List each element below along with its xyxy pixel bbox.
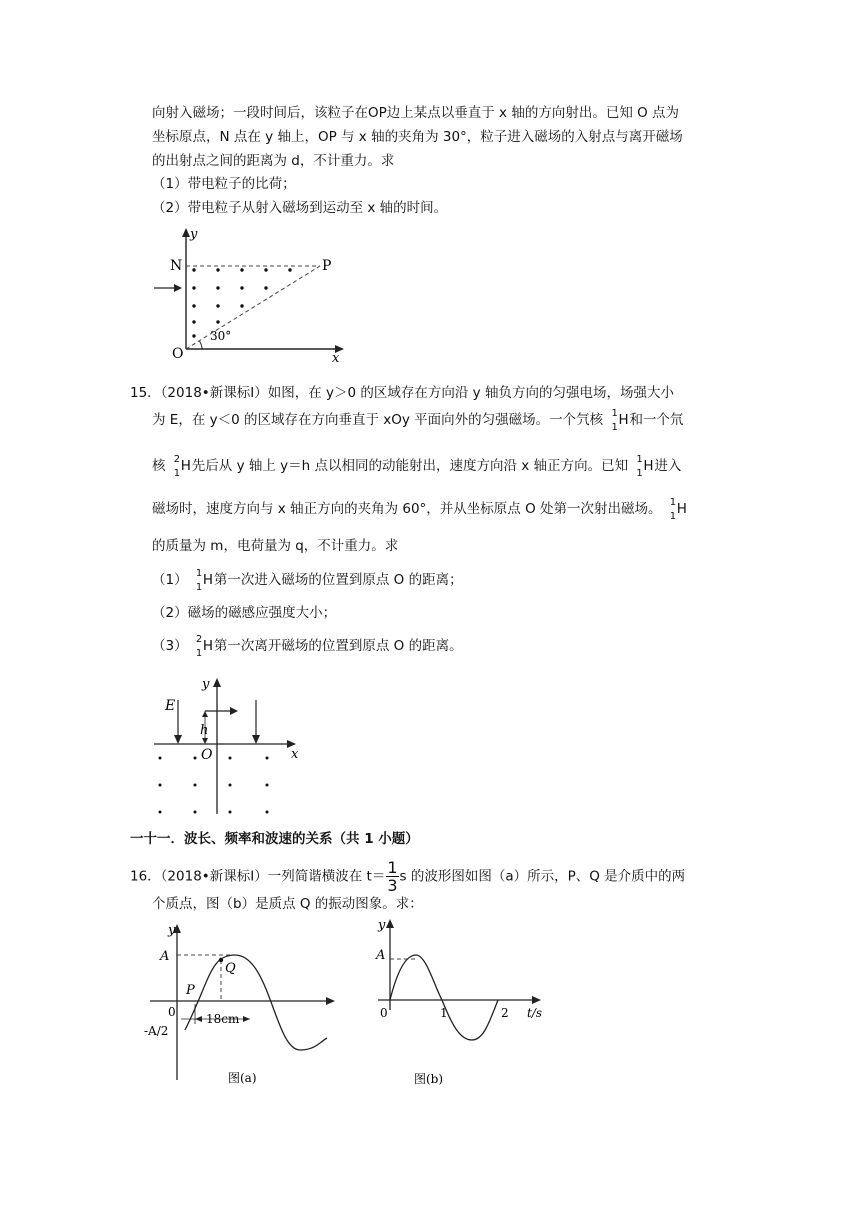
p15-text-line-3-end: 进入 bbox=[654, 458, 682, 474]
p14-question-1: （1）带电粒子的比荷； bbox=[152, 176, 296, 192]
deuterium-symbol: 2 1 H bbox=[195, 634, 214, 659]
p15-text-line-5: 的质量为 m，电荷量为 q，不计重力。求 bbox=[152, 538, 399, 554]
p16-text-line-1-end: s 的波形图如图（a）所示，P、Q 是介质中的两 bbox=[399, 868, 686, 885]
deuterium-symbol: 2 1 H bbox=[173, 454, 191, 479]
p16a-length-label: 18cm bbox=[206, 1012, 240, 1026]
p14-fig-o-label: O bbox=[172, 346, 184, 362]
p15-text-line-4-main: 磁场时，速度方向与 x 轴正方向的夹角为 60°，并从坐标原点 O 处第一次射出磁场。 bbox=[152, 501, 662, 517]
p15-question-3-number: （3） bbox=[152, 638, 188, 654]
p14-fig-n-label: N bbox=[170, 258, 183, 274]
p15-question-2: （2）磁场的磁感应强度大小； bbox=[152, 605, 337, 621]
p15-fig-y-label: y bbox=[202, 677, 210, 692]
p14-fig-p-label: P bbox=[322, 258, 332, 274]
p14-text-line-1: 向射入磁场；一段时间后，该粒子在OP边上某点以垂直于 x 轴的方向射出。已知 O 点为 bbox=[152, 105, 680, 121]
field-dots bbox=[159, 757, 269, 814]
p16a-amplitude-label: A bbox=[160, 949, 170, 964]
p15-text-line-3 bbox=[152, 454, 682, 479]
p14-question-2: （2）带电粒子从射入磁场到运动至 x 轴的时间。 bbox=[152, 200, 448, 216]
p16-figure-a bbox=[140, 920, 340, 1090]
p16a-q-label: Q bbox=[225, 961, 236, 976]
protium-symbol: 1 1 H bbox=[636, 454, 654, 479]
p15-text-line-3-start: 核 bbox=[152, 458, 166, 474]
p16b-y-label: y bbox=[378, 918, 386, 933]
p16b-t-label: t/s bbox=[527, 1006, 543, 1020]
p15-question-1 bbox=[152, 568, 463, 593]
p15-text-line-2-main: 为 E，在 y＜0 的区域存在方向垂直于 xOy 平面向外的匀强磁场。一个氕核 bbox=[152, 412, 604, 428]
p14-figure bbox=[150, 224, 350, 364]
p16b-zero-label: 0 bbox=[380, 1006, 388, 1020]
p15-fig-o-label: O bbox=[201, 747, 213, 763]
p16b-amplitude-label: A bbox=[376, 948, 386, 963]
p15-text-line-2-end: 和一个氘 bbox=[629, 412, 684, 428]
p16b-t1-label: 1 bbox=[440, 1006, 448, 1020]
p16a-neg-label: -A/2 bbox=[144, 1024, 169, 1038]
p15-text-line-3-main: 先后从 y 轴上 y＝h 点以相同的动能射出，速度方向沿 x 轴正方向。已知 bbox=[191, 458, 629, 474]
field-dots bbox=[192, 268, 291, 337]
p14-text-line-3: 的出射点之间的距离为 d，不计重力。求 bbox=[152, 153, 395, 169]
p16-text-line-1-start: 16．（2018•新课标Ⅰ）一列简谐横波在 t＝ bbox=[130, 868, 386, 885]
p16a-zero-label: 0 bbox=[168, 1005, 176, 1019]
protium-symbol: 1 1 H bbox=[195, 568, 214, 593]
p15-fig-h-label: h bbox=[200, 723, 209, 738]
protium-symbol: 1 1 H bbox=[611, 408, 629, 433]
p15-figure bbox=[150, 674, 310, 819]
section-heading: 一十一．波长、频率和波速的关系（共 1 小题） bbox=[130, 831, 419, 847]
p14-fig-x-label: x bbox=[332, 351, 340, 366]
p16-figure-b bbox=[368, 915, 558, 1090]
p15-question-1-text: 第一次进入磁场的位置到原点 O 的距离； bbox=[213, 572, 463, 588]
p16-text-line-2: 个质点，图（b）是质点 Q 的振动图象。求： bbox=[152, 896, 423, 912]
p16a-y-label: y bbox=[168, 923, 176, 938]
p15-fig-e-label: E bbox=[165, 698, 176, 714]
vibration-curve bbox=[390, 955, 498, 1040]
p15-text-line-2 bbox=[152, 408, 684, 433]
p14-text-line-2: 坐标原点，N 点在 y 轴上，OP 与 x 轴的夹角为 30°，粒子进入磁场的入射点与离开磁场 bbox=[152, 129, 683, 145]
p15-question-3-text: 第一次离开磁场的位置到原点 O 的距离。 bbox=[213, 638, 463, 654]
p16a-p-label: P bbox=[186, 983, 195, 998]
p15-fig-x-label: x bbox=[291, 747, 299, 762]
protium-symbol: 1 1 H bbox=[669, 497, 687, 522]
p16-text-line-1 bbox=[130, 858, 686, 895]
p15-question-3 bbox=[152, 634, 463, 659]
wave-curve bbox=[185, 955, 327, 1050]
p15-text-line-4 bbox=[152, 497, 688, 522]
p15-question-1-number: （1） bbox=[152, 572, 188, 588]
time-fraction: $\frac{1}{3}$ bbox=[387, 858, 398, 895]
p16b-caption: 图(b) bbox=[414, 1072, 444, 1086]
p16a-caption: 图(a) bbox=[228, 1071, 257, 1085]
p15-text-line-1: 15．（2018•新课标Ⅰ）如图，在 y＞0 的区域存在方向沿 y 轴负方向的匀强电场，场强大小 bbox=[130, 385, 674, 401]
p16b-t2-label: 2 bbox=[501, 1006, 509, 1020]
p14-fig-angle-label: 30° bbox=[210, 329, 232, 343]
p14-fig-y-label: y bbox=[190, 227, 198, 242]
